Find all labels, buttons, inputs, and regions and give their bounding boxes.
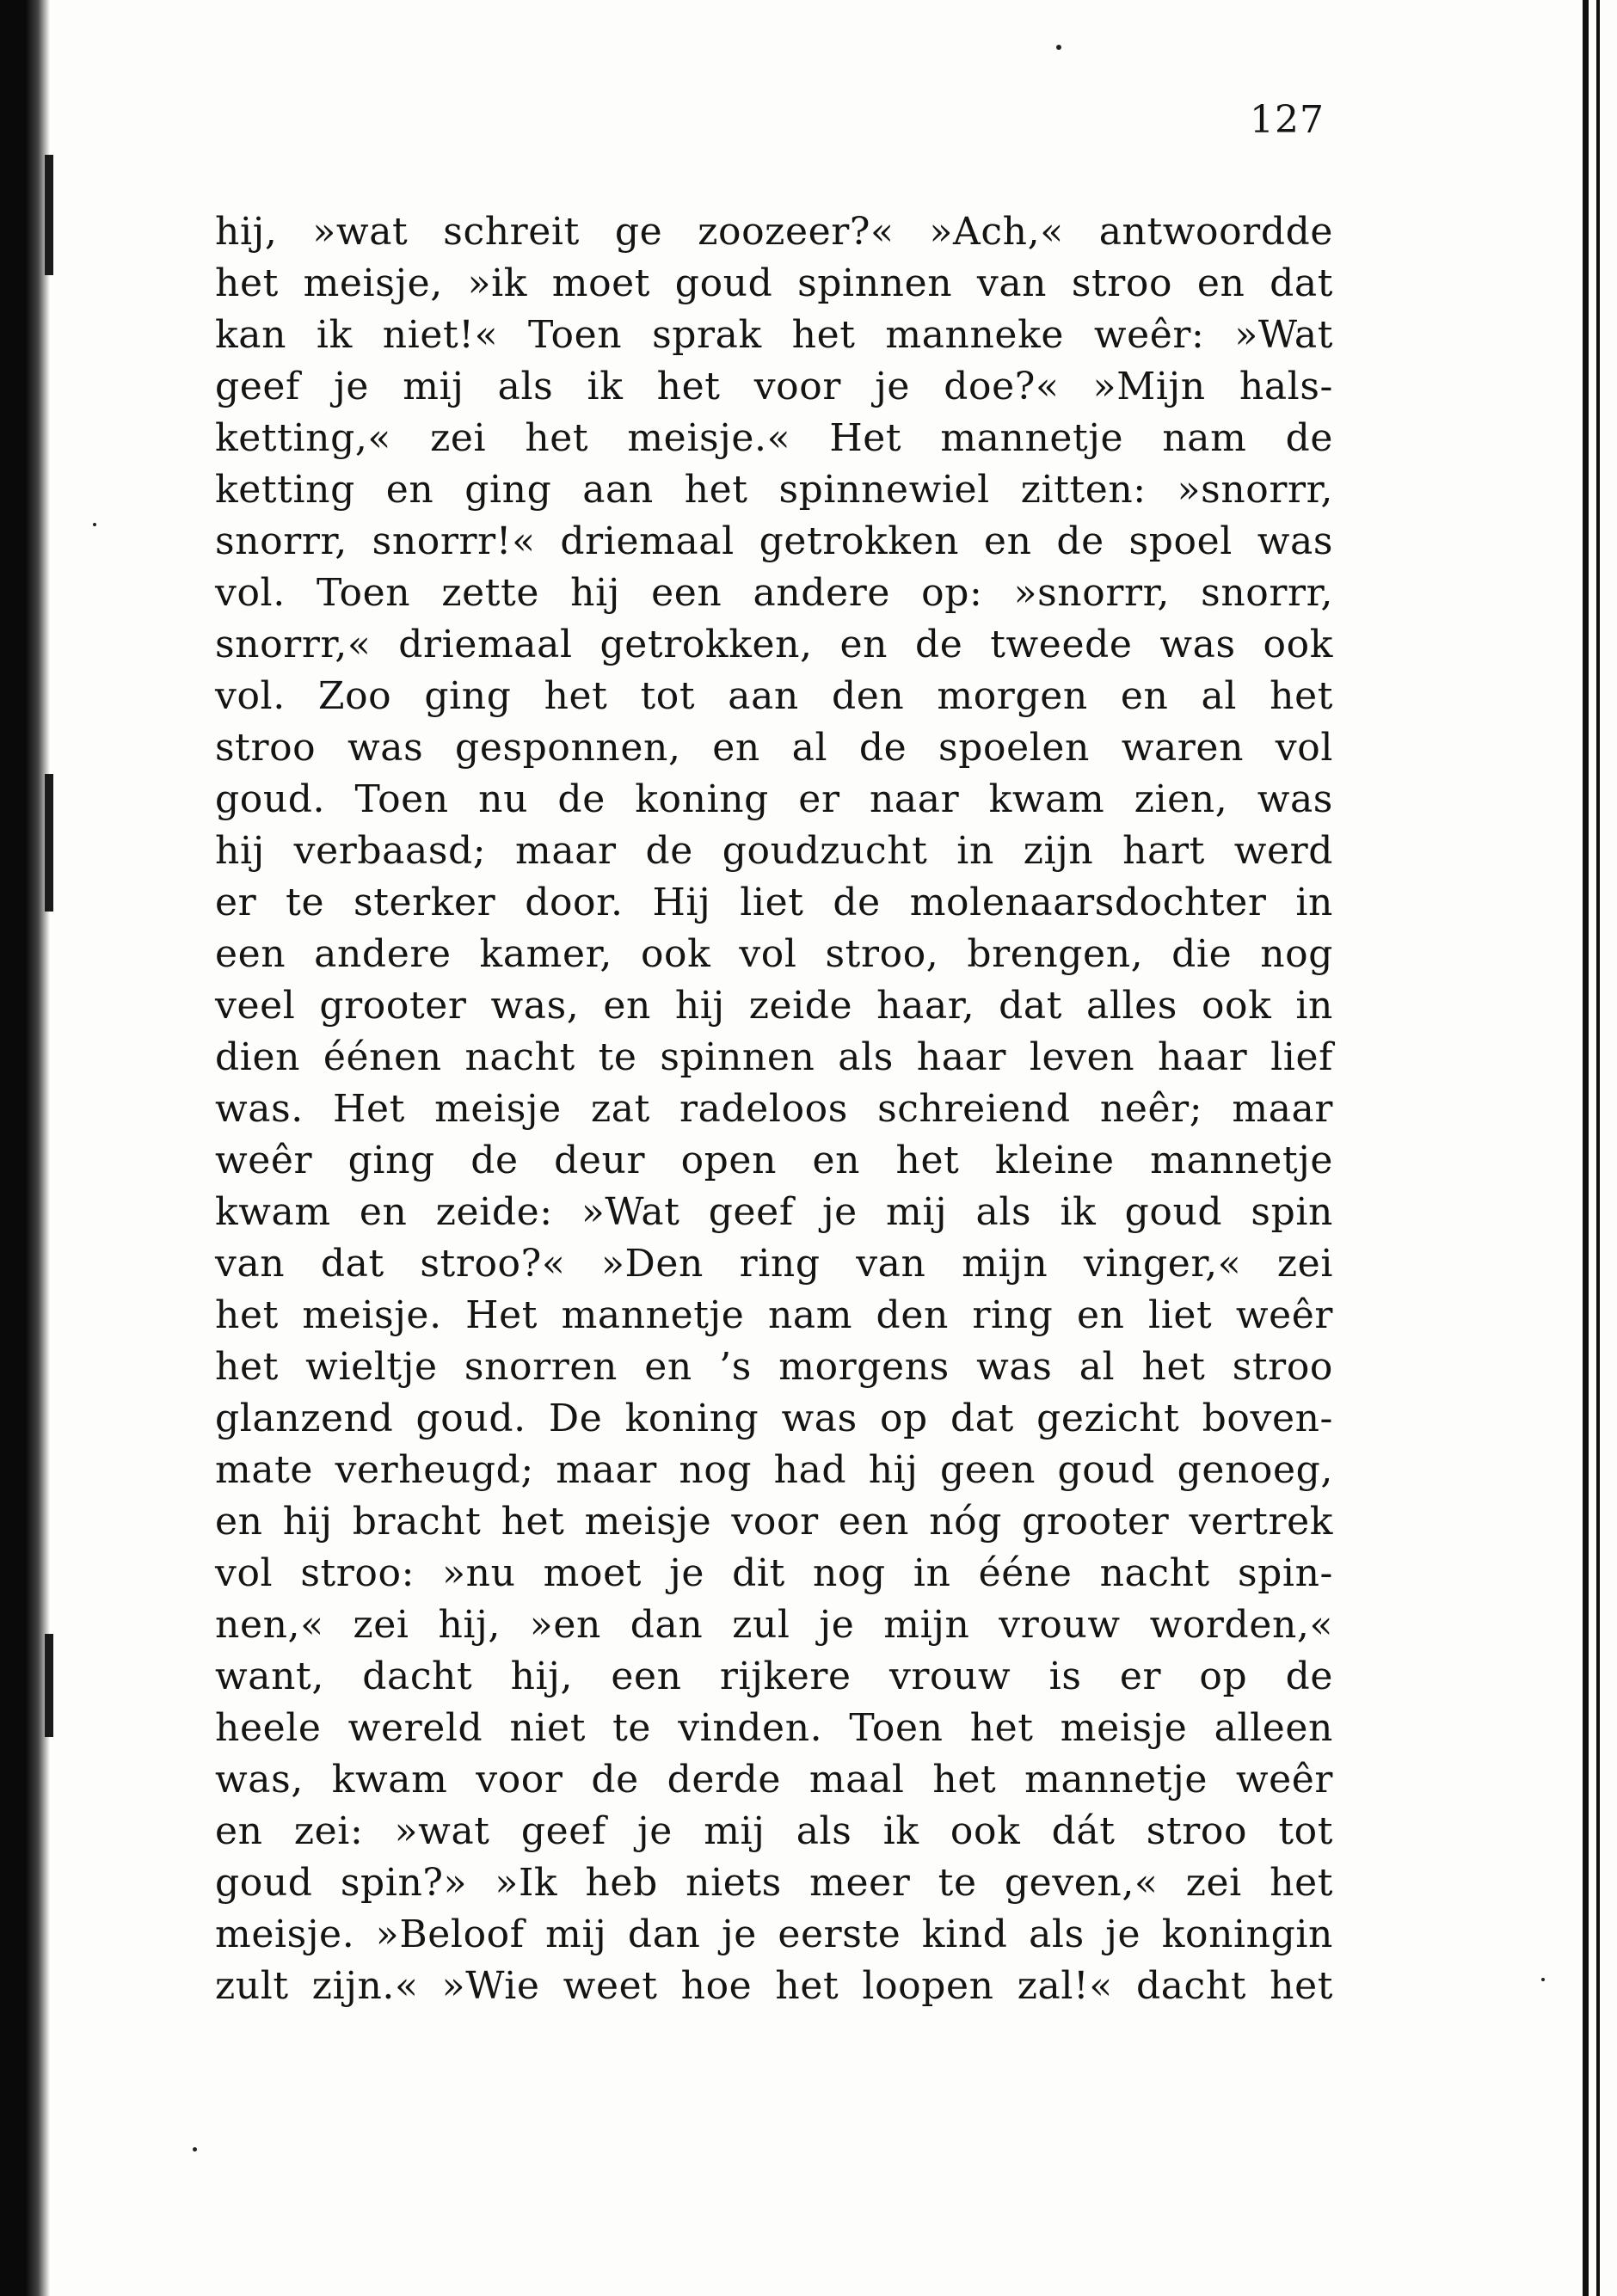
scan-streak	[45, 1634, 53, 1737]
text-line: snorrr,« driemaal getrokken, en de tweede was ook	[215, 623, 1333, 666]
scan-speck	[1056, 45, 1061, 50]
text-line: glanzend goud. De koning was op dat gezicht boven-	[215, 1397, 1333, 1440]
text-line: zult zijn.« »Wie weet hoe het loopen zal!« dacht het	[215, 1964, 1333, 2008]
scan-streak	[45, 774, 53, 912]
text-line: kwam en zeide: »Wat geef je mij als ik goud spin	[215, 1190, 1333, 1234]
scan-edge-left	[0, 0, 50, 2296]
text-line: een andere kamer, ook vol stroo, brengen, die nog	[215, 932, 1333, 976]
text-line: kan ik niet!« Toen sprak het manneke weêr: »Wat	[215, 313, 1333, 357]
text-line: goud. Toen nu de koning er naar kwam zien, was	[215, 777, 1333, 821]
text-line: veel grooter was, en hij zeide haar, dat alles ook in	[215, 984, 1333, 1028]
scan-edge-right	[1596, 0, 1600, 2296]
scan-streak	[45, 155, 53, 275]
text-line: het meisje. Het mannetje nam den ring en liet weêr	[215, 1293, 1333, 1337]
text-line: mate verheugd; maar nog had hij geen goud genoeg,	[215, 1448, 1333, 1492]
scan-speck	[1541, 1978, 1545, 1981]
text-line: want, dacht hij, een rijkere vrouw is er op de	[215, 1654, 1333, 1698]
text-line: geef je mij als ik het voor je doe?« »Mijn hals-	[215, 365, 1333, 408]
page-number: 127	[1250, 98, 1325, 142]
text-line: hij verbaasd; maar de goudzucht in zijn hart werd	[215, 829, 1333, 873]
text-line: van dat stroo?« »Den ring van mijn vinger,« zei	[215, 1242, 1333, 1286]
text-line: vol stroo: »nu moet je dit nog in ééne nacht spin-	[215, 1551, 1333, 1595]
text-line: er te sterker door. Hij liet de molenaarsdochter in	[215, 881, 1333, 924]
scan-speck	[93, 523, 96, 526]
text-line: en zei: »wat geef je mij als ik ook dát stroo tot	[215, 1809, 1333, 1853]
text-line: nen,« zei hij, »en dan zul je mijn vrouw worden,«	[215, 1603, 1333, 1647]
text-line: snorrr, snorrr!« driemaal getrokken en de spoel was	[215, 519, 1333, 563]
body-text	[215, 206, 1333, 2012]
text-line: ketting en ging aan het spinnewiel zitten: »snorrr,	[215, 468, 1333, 512]
text-line: ketting,« zei het meisje.« Het mannetje nam de	[215, 416, 1333, 460]
text-line: vol. Toen zette hij een andere op: »snorrr, snorrr,	[215, 571, 1333, 615]
text-line: meisje. »Beloof mij dan je eerste kind als je koningin	[215, 1912, 1333, 1956]
text-line: het wieltje snorren en ’s morgens was al het stroo	[215, 1345, 1333, 1389]
scan-edge-right	[1583, 0, 1589, 2296]
text-line: goud spin?» »Ik heb niets meer te geven,« zei het	[215, 1861, 1333, 1905]
scan-speck	[193, 2147, 197, 2152]
text-line: vol. Zoo ging het tot aan den morgen en al het	[215, 674, 1333, 718]
text-line: hij, »wat schreit ge zoozeer?« »Ach,« antwoordde	[215, 210, 1333, 254]
text-line: weêr ging de deur open en het kleine mannetje	[215, 1139, 1333, 1182]
text-line: het meisje, »ik moet goud spinnen van stroo en dat	[215, 261, 1333, 305]
text-line: was. Het meisje zat radeloos schreiend neêr; maar	[215, 1087, 1333, 1131]
text-line: dien éénen nacht te spinnen als haar leven haar lief	[215, 1035, 1333, 1079]
text-line: stroo was gesponnen, en al de spoelen waren vol	[215, 726, 1333, 770]
text-line: was, kwam voor de derde maal het mannetje weêr	[215, 1758, 1333, 1802]
text-line: en hij bracht het meisje voor een nóg grooter vertrek	[215, 1500, 1333, 1544]
text-line: heele wereld niet te vinden. Toen het meisje alleen	[215, 1706, 1333, 1750]
